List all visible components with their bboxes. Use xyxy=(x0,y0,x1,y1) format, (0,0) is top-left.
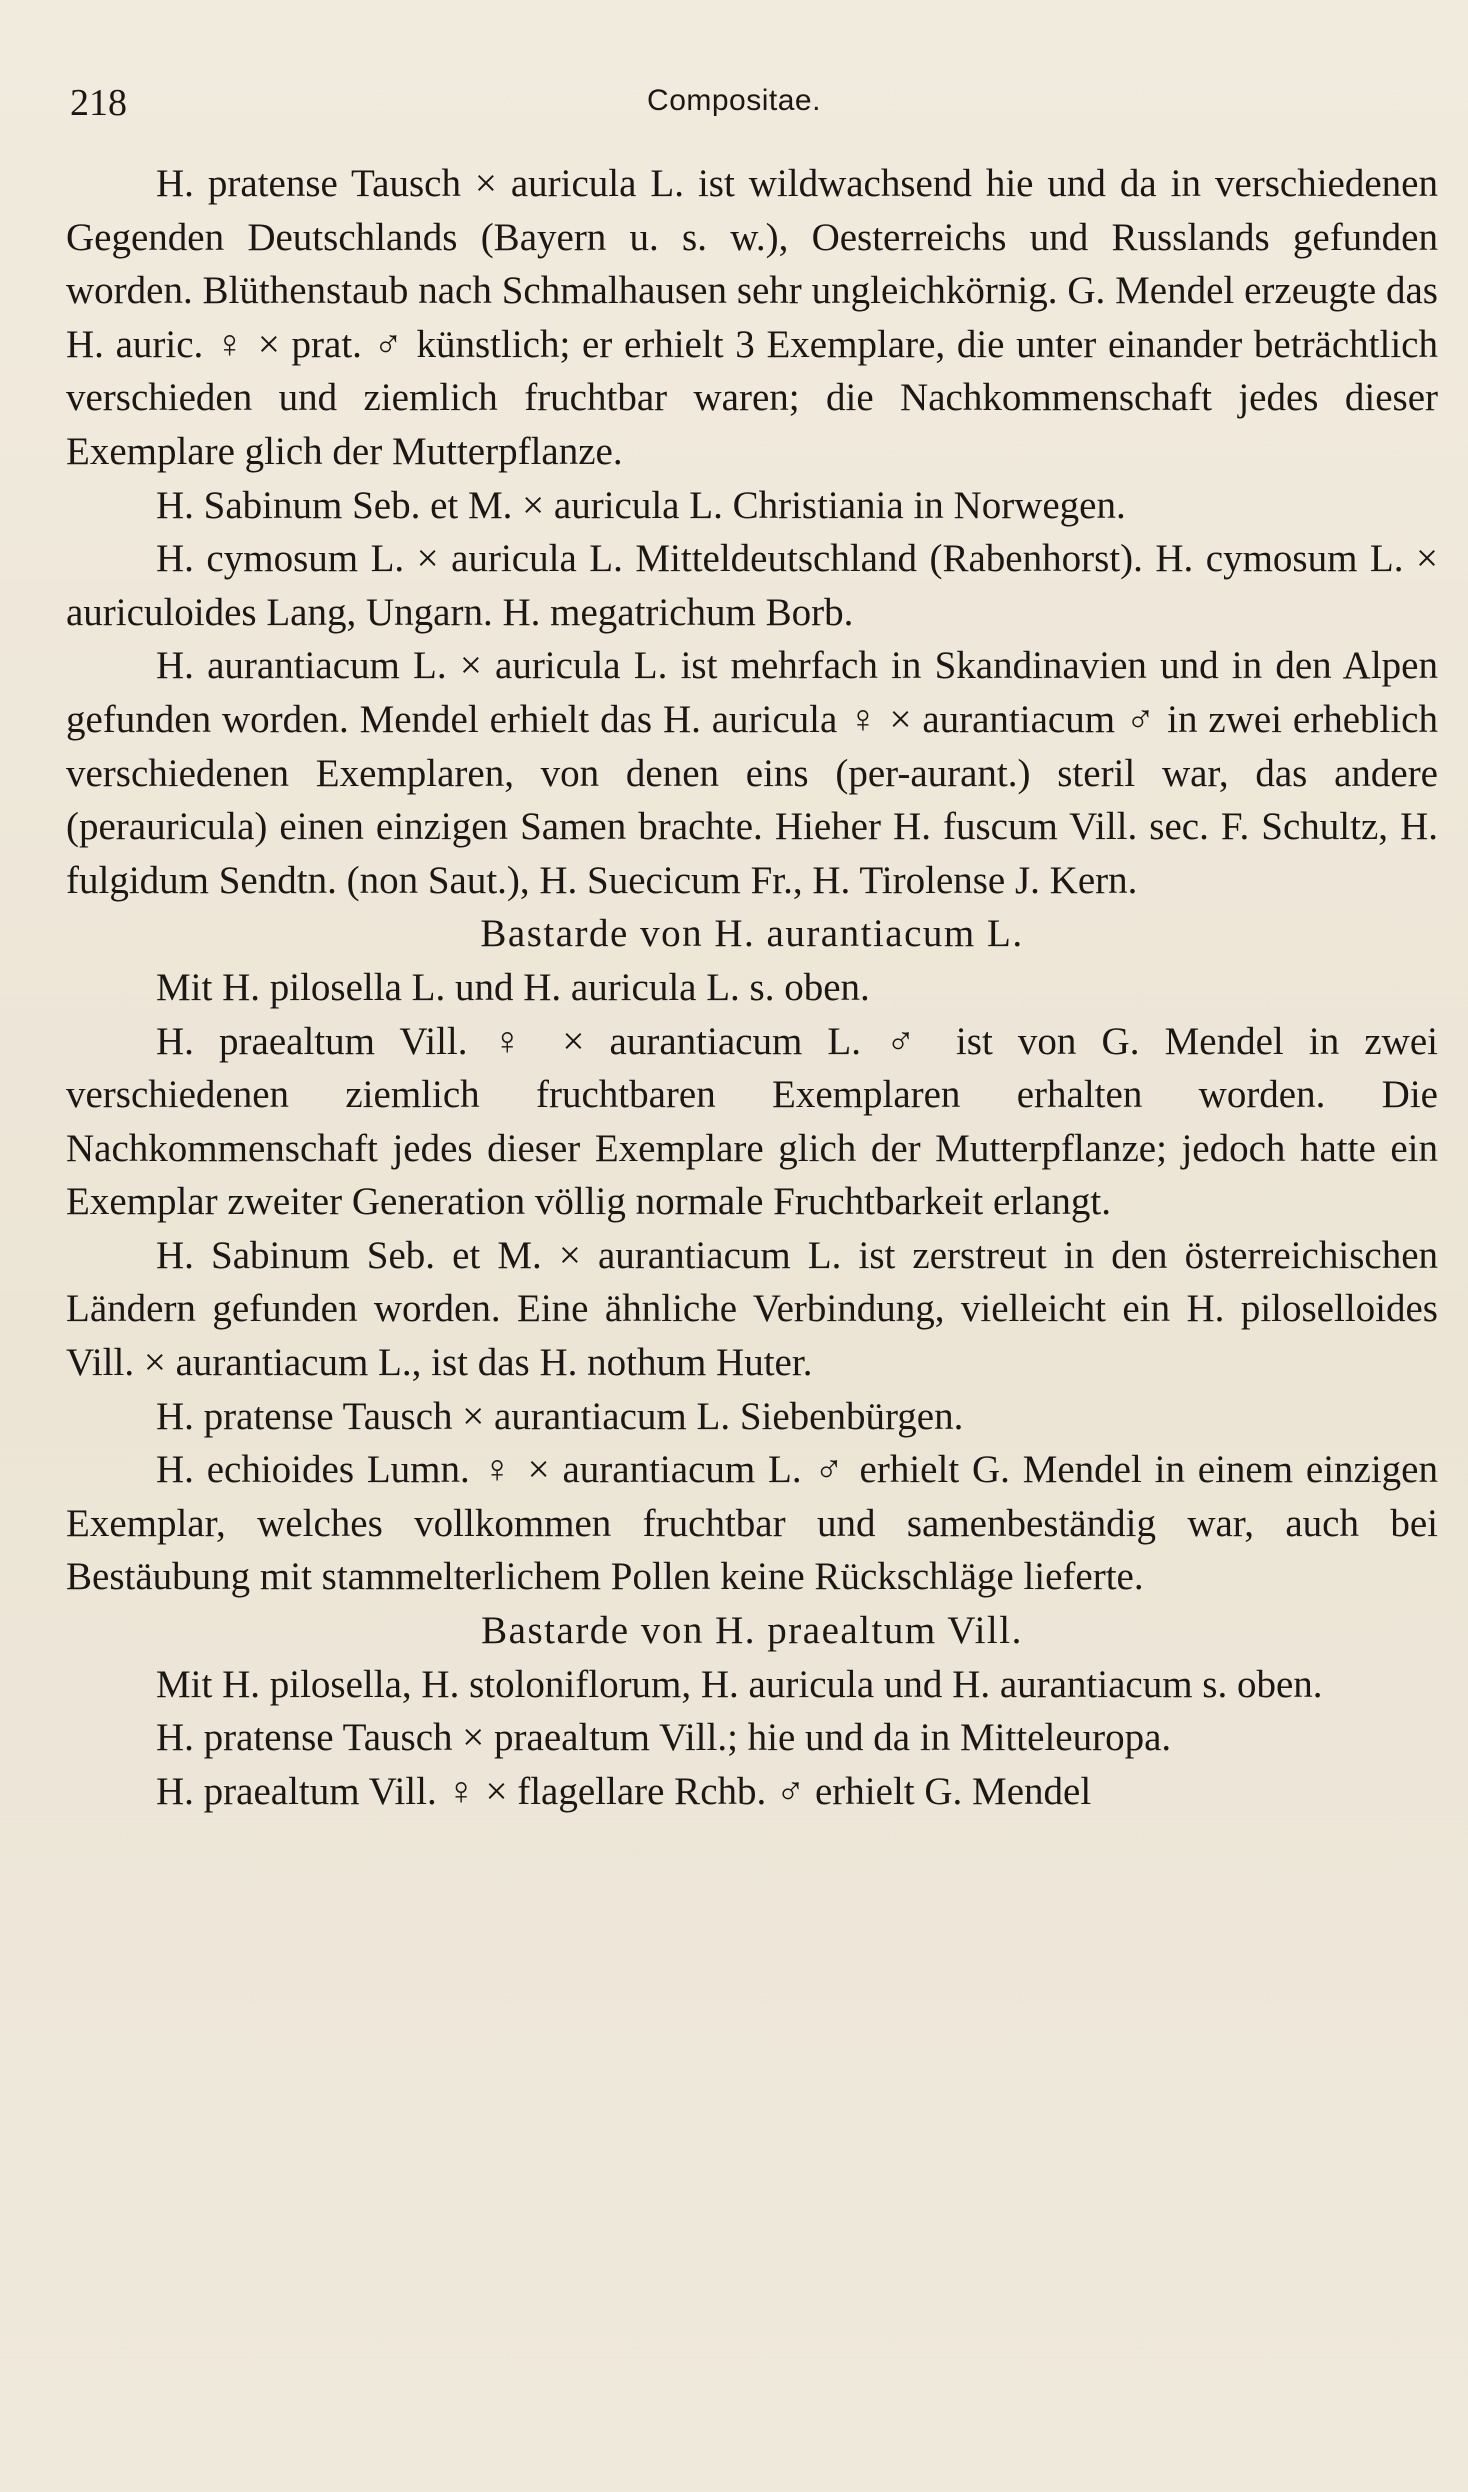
page-number: 218 xyxy=(70,82,127,124)
paragraph-mit-pilosella: Mit H. pilosella L. und H. auricula L. s. oben. xyxy=(156,965,870,1009)
paragraph-pratense-aurantiacum: H. pratense Tausch × aurantiacum L. Siebenbürgen. xyxy=(156,1394,964,1438)
paragraph-echioides-aurantiacum: H. echioides Lumn. ♀ × aurantiacum L. ♂ erhielt G. Mendel in einem einzigen Exemplar, welches vollkommen fruchtbar und samenbeständig war, auch bei Bestäubung mit stammelterlichem Pollen keine Rückschläge lieferte. xyxy=(66,1448,1438,1599)
section-heading-praealtum: Bastarde von H. praealtum Vill. xyxy=(481,1609,1023,1653)
paragraph-aurantiacum-auricula: H. aurantiacum L. × auricula L. ist mehrfach in Skandinavien und in den Alpen gefunden worden. Mendel erhielt das H. auricula ♀ × aurantiacum ♂ in zwei erheblich verschiedenen Exemplaren, von denen eins (per-aurant.) steril war, das andere (perauricula) einen einzigen Samen brachte. Hieher H. fuscum Vill. sec. F. Schultz, H. fulgidum Sendtn. (non Saut.), H. Suecicum Fr., H. Tirolense J. Kern. xyxy=(66,644,1438,902)
paragraph-praealtum-flagellare: H. praealtum Vill. ♀ × flagellare Rchb. ♂ erhielt G. Mendel xyxy=(156,1769,1092,1813)
paragraph-cymosum-auricula: H. cymosum L. × auricula L. Mitteldeutschland (Rabenhorst). H. cymosum L. × auriculoides Lang, Ungarn. H. megatrichum Borb. xyxy=(66,537,1438,634)
paragraph-pratense-auricula: H. pratense Tausch × auricula L. ist wildwachsend hie und da in verschiedenen Gegenden Deutschlands (Bayern u. s. w.), Oesterreichs und Russlands gefunden worden. Blüthenstaub nach Schmalhausen sehr ungleichkörnig. G. Mendel erzeugte das H. auric. ♀ × prat. ♂ künstlich; er erhielt 3 Exemplare, die unter einander beträchtlich verschieden und ziemlich fruchtbar waren; die Nachkommenschaft jedes dieser Exemplare glich der Mutterpflanze. xyxy=(66,162,1438,473)
paragraph-mit-pilosella-stoloniflorum: Mit H. pilosella, H. stoloniflorum, H. auricula und H. aurantiacum s. oben. xyxy=(156,1662,1323,1706)
section-heading-aurantiacum: Bastarde von H. aurantiacum L. xyxy=(480,912,1024,956)
body-text xyxy=(66,157,1438,1818)
paragraph-sabinum-auricula: H. Sabinum Seb. et M. × auricula L. Christiania in Norwegen. xyxy=(156,483,1126,527)
paragraph-praealtum-aurantiacum: H. praealtum Vill. ♀ × aurantiacum L. ♂ ist von G. Mendel in zwei verschiedenen ziemlich fruchtbaren Exemplaren erhalten worden. Die Nachkommenschaft jedes dieser Exemplare glich der Mutterpflanze; jedoch hatte ein Exemplar zweiter Generation völlig normale Fruchtbarkeit erlangt. xyxy=(66,1019,1438,1224)
running-title: Compositae. xyxy=(647,84,821,117)
paragraph-pratense-praealtum: H. pratense Tausch × praealtum Vill.; hie und da in Mitteleuropa. xyxy=(156,1716,1172,1760)
paragraph-sabinum-aurantiacum: H. Sabinum Seb. et M. × aurantiacum L. ist zerstreut in den österreichischen Ländern gefunden worden. Eine ähnliche Verbindung, vielleicht ein H. piloselloides Vill. × aurantiacum L., ist das H. nothum Huter. xyxy=(66,1233,1438,1385)
